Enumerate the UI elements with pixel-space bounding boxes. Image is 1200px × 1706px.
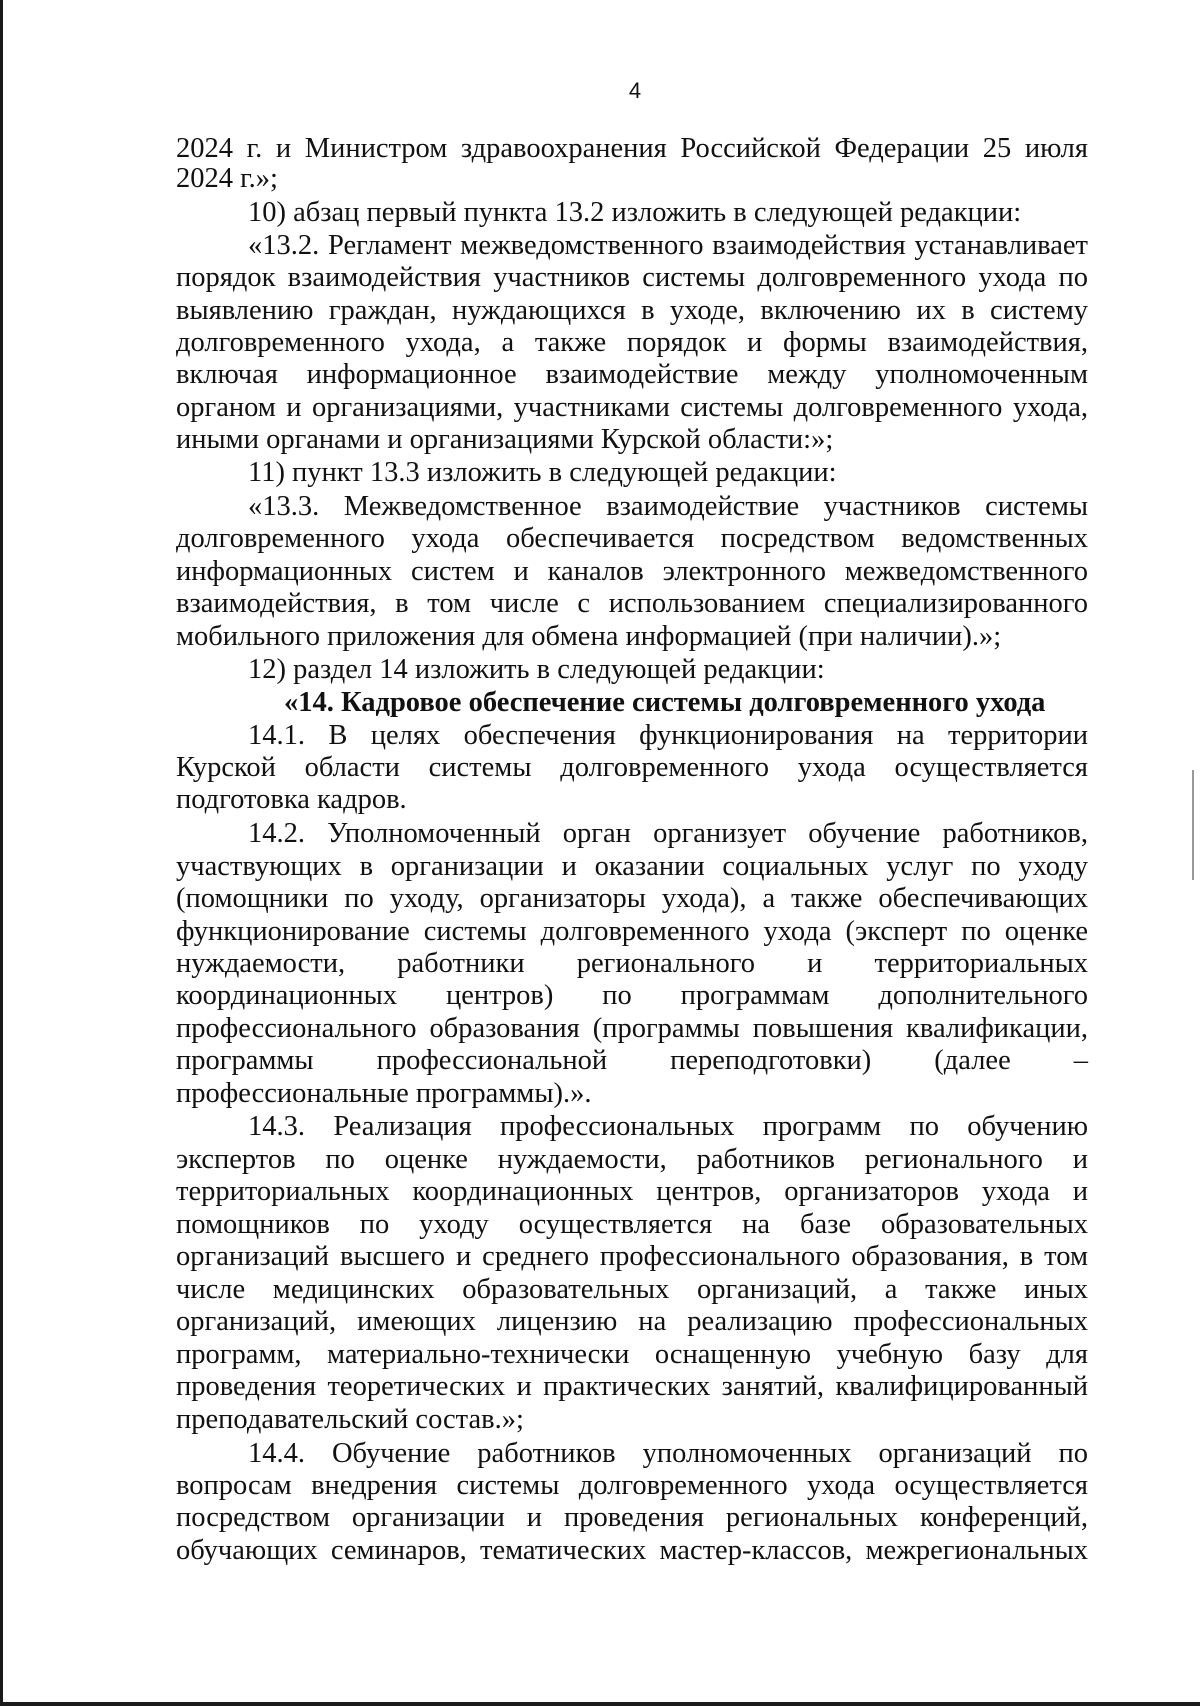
text-line: иными органами и организациями Курской области:»; <box>176 424 834 455</box>
text-line: 14.2. Уполномоченный орган организует обучение работников, <box>248 818 1088 849</box>
text-line: подготовка кадров. <box>176 784 407 815</box>
text-line: «13.3. Межведомственное взаимодействие участников системы <box>248 491 1088 522</box>
text-line: 14.3. Реализация профессиональных программ по обучению <box>248 1111 1088 1142</box>
text-line: выявлению граждан, нуждающихся в уходе, включению их в систему <box>176 295 1088 326</box>
text-line: организаций высшего и среднего профессионального образования, в том <box>176 1241 1088 1272</box>
scan-border-left <box>0 0 3 1706</box>
text-line: числе медицинских образовательных организаций, а также иных <box>176 1274 1088 1305</box>
text-line: проведения теоретических и практических занятий, квалифицированный <box>176 1371 1088 1402</box>
text-line: участвующих в организации и оказании социальных услуг по уходу <box>176 851 1088 882</box>
text-line: «13.2. Регламент межведомственного взаимодействия устанавливает <box>248 230 1088 261</box>
section-heading: «14. Кадровое обеспечение системы долговременного ухода <box>284 687 1046 718</box>
scan-border-bottom <box>0 1702 1200 1706</box>
text-line: координационных центров) по программам дополнительного <box>176 980 1088 1011</box>
text-line: мобильного приложения для обмена информацией (при наличии).»; <box>176 621 1002 652</box>
text-line: программ, материально-технически оснащенную учебную базу для <box>176 1339 1088 1370</box>
scan-mark-right <box>1192 770 1194 880</box>
text-line: программы профессиональной переподготовки) (далее – <box>176 1045 1088 1076</box>
text-line: 14.4. Обучение работников уполномоченных организаций по <box>248 1438 1088 1469</box>
text-line: долговременного ухода обеспечивается посредством ведомственных <box>176 523 1088 554</box>
text-line: 14.1. В целях обеспечения функционирования на территории <box>248 720 1088 751</box>
page-number: 4 <box>628 78 642 103</box>
text-line: порядок взаимодействия участников системы долговременного ухода по <box>176 262 1088 293</box>
text-line: органом и организациями, участниками системы долговременного ухода, <box>176 392 1088 423</box>
text-line: территориальных координационных центров, организаторов ухода и <box>176 1176 1088 1207</box>
text-line: информационных систем и каналов электронного межведомственного <box>176 556 1088 587</box>
text-line: профессиональные программы).». <box>176 1078 592 1109</box>
text-line: (помощники по уходу, организаторы ухода), а также обеспечивающих <box>176 883 1088 914</box>
text-line: долговременного ухода, а также порядок и формы взаимодействия, <box>176 327 1088 358</box>
text-line: организаций, имеющих лицензию на реализацию профессиональных <box>176 1306 1088 1337</box>
text-line: 12) раздел 14 изложить в следующей редакции: <box>248 654 825 685</box>
text-line: преподавательский состав.»; <box>176 1404 524 1435</box>
text-line: Курской области системы долговременного ухода осуществляется <box>176 752 1088 783</box>
text-line: посредством организации и проведения региональных конференций, <box>176 1502 1088 1533</box>
text-line: 2024 г. и Министром здравоохранения Российской Федерации 25 июля <box>176 133 1088 164</box>
text-line: обучающих семинаров, тематических мастер-классов, межрегиональных <box>176 1535 1088 1566</box>
text-line: профессионального образования (программы повышения квалификации, <box>176 1013 1088 1044</box>
text-line: вопросам внедрения системы долговременного ухода осуществляется <box>176 1470 1088 1501</box>
text-line: 2024 г.»; <box>176 163 278 194</box>
text-line: 10) абзац первый пункта 13.2 изложить в следующей редакции: <box>248 197 1022 228</box>
text-line: нуждаемости, работники регионального и территориальных <box>176 948 1088 979</box>
text-line: включая информационное взаимодействие между уполномоченным <box>176 359 1088 390</box>
text-line: помощников по уходу осуществляется на базе образовательных <box>176 1209 1088 1240</box>
text-line: взаимодействия, в том числе с использованием специализированного <box>176 588 1088 619</box>
text-line: экспертов по оценке нуждаемости, работников регионального и <box>176 1144 1088 1175</box>
text-line: функционирование системы долговременного ухода (эксперт по оценке <box>176 916 1088 947</box>
text-line: 11) пункт 13.3 изложить в следующей редакции: <box>248 457 837 488</box>
